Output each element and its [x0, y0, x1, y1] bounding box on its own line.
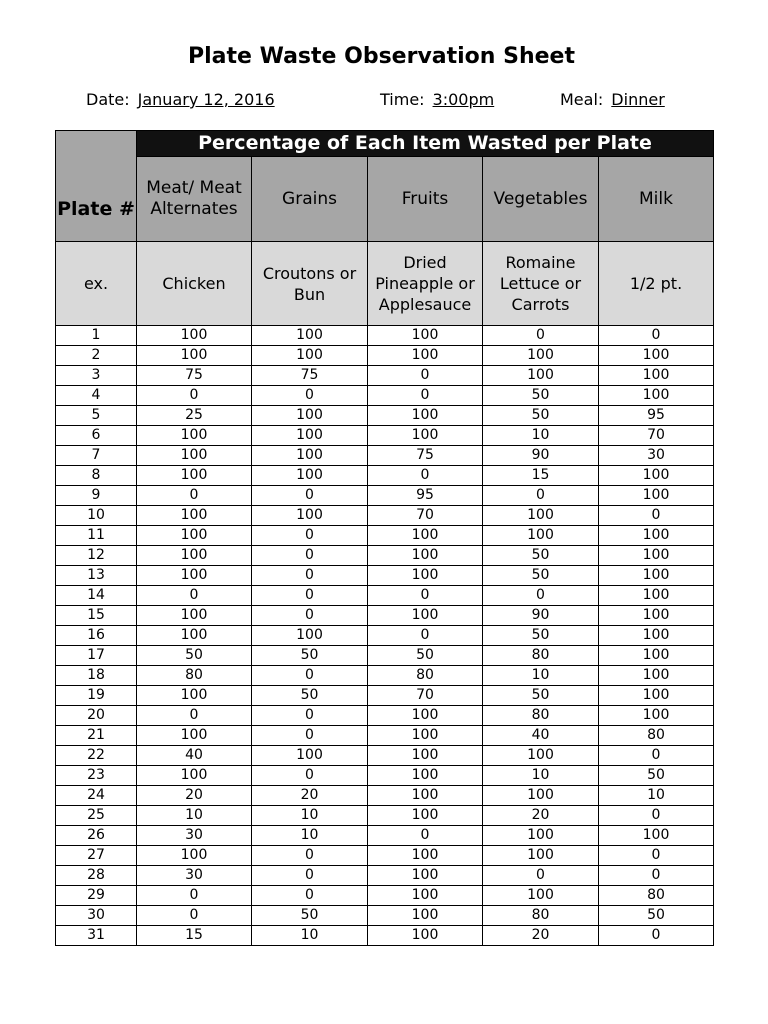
example-item: 1/2 pt.	[599, 242, 714, 326]
table-row	[56, 346, 714, 366]
waste-percent-cell: 50	[483, 566, 599, 586]
waste-percent-cell: 75	[368, 446, 483, 466]
example-label: ex.	[56, 242, 137, 326]
plate-number-cell: 30	[56, 906, 137, 926]
waste-percent-cell: 0	[252, 566, 368, 586]
table-row	[56, 426, 714, 446]
waste-percent-cell: 50	[483, 546, 599, 566]
waste-percent-cell: 0	[599, 806, 714, 826]
example-item: Romaine Lettuce or Carrots	[483, 242, 599, 326]
waste-percent-cell: 0	[599, 866, 714, 886]
date-value: January 12, 2016	[137, 90, 275, 109]
waste-percent-cell: 100	[599, 646, 714, 666]
waste-percent-cell: 0	[368, 466, 483, 486]
waste-percent-cell: 0	[252, 726, 368, 746]
plate-number-cell: 31	[56, 926, 137, 946]
waste-percent-cell: 100	[368, 926, 483, 946]
waste-percent-cell: 20	[483, 926, 599, 946]
waste-percent-cell: 0	[137, 386, 252, 406]
waste-percent-cell: 30	[137, 826, 252, 846]
waste-percent-cell: 10	[483, 766, 599, 786]
waste-percent-cell: 0	[252, 766, 368, 786]
waste-percent-cell: 100	[137, 426, 252, 446]
waste-percent-cell: 100	[137, 566, 252, 586]
table-row	[56, 506, 714, 526]
waste-percent-cell: 0	[599, 846, 714, 866]
waste-percent-cell: 100	[137, 446, 252, 466]
table-row	[56, 786, 714, 806]
waste-percent-cell: 95	[368, 486, 483, 506]
waste-percent-cell: 100	[483, 746, 599, 766]
waste-percent-cell: 100	[483, 886, 599, 906]
waste-percent-cell: 100	[368, 766, 483, 786]
plate-number-header: Plate #	[56, 131, 137, 242]
waste-percent-cell: 100	[599, 366, 714, 386]
waste-percent-cell: 100	[252, 746, 368, 766]
plate-number-cell: 6	[56, 426, 137, 446]
waste-percent-cell: 40	[137, 746, 252, 766]
example-item: Croutons or Bun	[252, 242, 368, 326]
waste-percent-cell: 100	[599, 386, 714, 406]
waste-percent-cell: 100	[599, 526, 714, 546]
column-header: Milk	[599, 157, 714, 242]
table-row	[56, 646, 714, 666]
waste-percent-cell: 0	[252, 586, 368, 606]
table-row	[56, 446, 714, 466]
waste-percent-cell: 10	[252, 806, 368, 826]
waste-percent-cell: 50	[483, 406, 599, 426]
waste-percent-cell: 90	[483, 606, 599, 626]
waste-percent-cell: 0	[599, 746, 714, 766]
plate-number-cell: 3	[56, 366, 137, 386]
meal-label: Meal:	[560, 90, 604, 109]
table-row	[56, 766, 714, 786]
page-title: Plate Waste Observation Sheet	[188, 44, 575, 69]
waste-percent-cell: 0	[252, 606, 368, 626]
waste-percent-cell: 100	[368, 866, 483, 886]
waste-percent-cell: 75	[252, 366, 368, 386]
waste-percent-cell: 50	[599, 766, 714, 786]
waste-percent-cell: 80	[599, 886, 714, 906]
waste-percent-cell: 0	[252, 846, 368, 866]
table-row	[56, 546, 714, 566]
waste-percent-cell: 50	[137, 646, 252, 666]
waste-percent-cell: 100	[368, 746, 483, 766]
waste-percent-cell: 100	[368, 706, 483, 726]
waste-percent-cell: 0	[599, 926, 714, 946]
plate-number-cell: 19	[56, 686, 137, 706]
waste-percent-cell: 0	[599, 326, 714, 346]
waste-percent-cell: 100	[137, 526, 252, 546]
waste-percent-cell: 100	[368, 806, 483, 826]
waste-percent-cell: 95	[599, 406, 714, 426]
waste-percent-cell: 100	[137, 766, 252, 786]
waste-percent-cell: 100	[483, 826, 599, 846]
waste-percent-cell: 100	[252, 466, 368, 486]
waste-percent-cell: 0	[483, 326, 599, 346]
waste-percent-cell: 100	[252, 326, 368, 346]
waste-percent-cell: 70	[368, 686, 483, 706]
waste-percent-cell: 0	[368, 366, 483, 386]
waste-percent-cell: 100	[368, 786, 483, 806]
waste-percent-cell: 0	[368, 626, 483, 646]
waste-percent-cell: 100	[137, 846, 252, 866]
plate-number-cell: 24	[56, 786, 137, 806]
plate-number-cell: 1	[56, 326, 137, 346]
table-row	[56, 826, 714, 846]
plate-number-cell: 21	[56, 726, 137, 746]
plate-number-cell: 9	[56, 486, 137, 506]
waste-percent-cell: 10	[252, 926, 368, 946]
waste-percent-cell: 80	[483, 646, 599, 666]
waste-percent-cell: 80	[137, 666, 252, 686]
table-row	[56, 486, 714, 506]
plate-number-cell: 17	[56, 646, 137, 666]
date-field	[86, 90, 275, 109]
time-value: 3:00pm	[432, 90, 495, 109]
waste-percent-cell: 100	[483, 366, 599, 386]
meal-field	[560, 90, 665, 109]
waste-percent-cell: 100	[368, 566, 483, 586]
waste-percent-cell: 100	[252, 426, 368, 446]
waste-percent-cell: 80	[599, 726, 714, 746]
table-row	[56, 906, 714, 926]
waste-percent-cell: 100	[368, 886, 483, 906]
waste-percent-cell: 0	[368, 586, 483, 606]
waste-percent-cell: 10	[599, 786, 714, 806]
table-row	[56, 746, 714, 766]
waste-percent-cell: 100	[137, 546, 252, 566]
waste-percent-cell: 100	[137, 326, 252, 346]
table-row	[56, 706, 714, 726]
waste-percent-cell: 50	[252, 906, 368, 926]
waste-percent-cell: 100	[599, 706, 714, 726]
plate-number-cell: 2	[56, 346, 137, 366]
waste-percent-cell: 100	[252, 626, 368, 646]
waste-percent-cell: 0	[137, 906, 252, 926]
waste-percent-cell: 50	[483, 386, 599, 406]
plate-number-cell: 26	[56, 826, 137, 846]
plate-number-cell: 20	[56, 706, 137, 726]
waste-percent-cell: 100	[483, 846, 599, 866]
plate-number-cell: 18	[56, 666, 137, 686]
waste-percent-cell: 0	[599, 506, 714, 526]
waste-percent-cell: 100	[252, 346, 368, 366]
table-row	[56, 526, 714, 546]
plate-number-cell: 13	[56, 566, 137, 586]
waste-percent-cell: 100	[368, 346, 483, 366]
plate-number-cell: 14	[56, 586, 137, 606]
waste-percent-cell: 100	[137, 726, 252, 746]
plate-number-cell: 25	[56, 806, 137, 826]
table-row	[56, 406, 714, 426]
table-row	[56, 626, 714, 646]
waste-percent-cell: 0	[483, 586, 599, 606]
waste-percent-cell: 30	[599, 446, 714, 466]
waste-percent-cell: 0	[137, 706, 252, 726]
waste-percent-cell: 10	[483, 666, 599, 686]
table-row	[56, 366, 714, 386]
plate-number-cell: 8	[56, 466, 137, 486]
waste-percent-cell: 25	[137, 406, 252, 426]
waste-percent-cell: 10	[137, 806, 252, 826]
table-row	[56, 866, 714, 886]
waste-percent-cell: 100	[368, 526, 483, 546]
waste-percent-cell: 80	[483, 906, 599, 926]
waste-percent-cell: 100	[599, 586, 714, 606]
waste-percent-cell: 70	[599, 426, 714, 446]
plate-number-cell: 10	[56, 506, 137, 526]
table-row	[56, 466, 714, 486]
waste-percent-cell: 0	[252, 866, 368, 886]
example-item: Chicken	[137, 242, 252, 326]
waste-percent-cell: 0	[252, 546, 368, 566]
waste-percent-cell: 70	[368, 506, 483, 526]
column-header: Fruits	[368, 157, 483, 242]
waste-percent-cell: 100	[368, 906, 483, 926]
table-row	[56, 686, 714, 706]
plate-number-cell: 23	[56, 766, 137, 786]
waste-percent-cell: 50	[252, 646, 368, 666]
table-row	[56, 886, 714, 906]
waste-percent-cell: 100	[252, 406, 368, 426]
waste-percent-cell: 100	[368, 426, 483, 446]
plate-number-cell: 16	[56, 626, 137, 646]
waste-percent-cell: 10	[252, 826, 368, 846]
waste-percent-cell: 100	[368, 546, 483, 566]
time-field	[380, 90, 494, 109]
waste-percent-cell: 100	[137, 686, 252, 706]
plate-waste-table	[55, 130, 714, 946]
waste-percent-cell: 100	[599, 546, 714, 566]
waste-percent-cell: 100	[599, 486, 714, 506]
waste-percent-cell: 20	[137, 786, 252, 806]
column-header: Grains	[252, 157, 368, 242]
waste-percent-cell: 100	[599, 626, 714, 646]
waste-percent-cell: 100	[599, 666, 714, 686]
table-row	[56, 726, 714, 746]
waste-percent-cell: 100	[137, 506, 252, 526]
table-row	[56, 386, 714, 406]
waste-percent-cell: 100	[599, 606, 714, 626]
waste-percent-cell: 100	[599, 346, 714, 366]
date-label: Date:	[86, 90, 130, 109]
waste-percent-cell: 100	[137, 466, 252, 486]
plate-number-cell: 7	[56, 446, 137, 466]
plate-number-cell: 12	[56, 546, 137, 566]
waste-percent-cell: 75	[137, 366, 252, 386]
waste-percent-cell: 15	[137, 926, 252, 946]
waste-percent-cell: 100	[252, 506, 368, 526]
waste-percent-cell: 50	[252, 686, 368, 706]
waste-percent-cell: 0	[368, 826, 483, 846]
plate-number-cell: 28	[56, 866, 137, 886]
plate-number-cell: 29	[56, 886, 137, 906]
plate-number-cell: 15	[56, 606, 137, 626]
waste-percent-cell: 0	[137, 586, 252, 606]
meal-value: Dinner	[611, 90, 665, 109]
waste-percent-cell: 100	[599, 466, 714, 486]
waste-percent-cell: 100	[252, 446, 368, 466]
waste-percent-cell: 100	[137, 606, 252, 626]
table-row	[56, 566, 714, 586]
waste-percent-cell: 100	[368, 726, 483, 746]
table-row	[56, 326, 714, 346]
waste-percent-cell: 100	[368, 846, 483, 866]
waste-percent-cell: 100	[368, 606, 483, 626]
table-row	[56, 666, 714, 686]
waste-percent-cell: 20	[252, 786, 368, 806]
waste-percent-cell: 40	[483, 726, 599, 746]
time-label: Time:	[380, 90, 425, 109]
table-row	[56, 926, 714, 946]
waste-percent-cell: 100	[483, 526, 599, 546]
example-item: Dried Pineapple or Applesauce	[368, 242, 483, 326]
waste-percent-cell: 0	[252, 886, 368, 906]
column-header: Vegetables	[483, 157, 599, 242]
waste-percent-cell: 0	[483, 486, 599, 506]
waste-percent-cell: 0	[252, 526, 368, 546]
plate-number-cell: 4	[56, 386, 137, 406]
table-row	[56, 586, 714, 606]
waste-percent-cell: 10	[483, 426, 599, 446]
table-banner: Percentage of Each Item Wasted per Plate	[137, 131, 714, 157]
plate-number-cell: 27	[56, 846, 137, 866]
column-header: Meat/ Meat Alternates	[137, 157, 252, 242]
waste-percent-cell: 15	[483, 466, 599, 486]
waste-percent-cell: 30	[137, 866, 252, 886]
waste-percent-cell: 100	[368, 406, 483, 426]
waste-percent-cell: 50	[599, 906, 714, 926]
table-row	[56, 846, 714, 866]
example-row	[56, 242, 714, 326]
waste-percent-cell: 100	[599, 686, 714, 706]
waste-percent-cell: 0	[368, 386, 483, 406]
waste-percent-cell: 80	[483, 706, 599, 726]
table-row	[56, 806, 714, 826]
waste-percent-cell: 50	[368, 646, 483, 666]
waste-percent-cell: 80	[368, 666, 483, 686]
waste-percent-cell: 0	[252, 386, 368, 406]
waste-percent-cell: 50	[483, 626, 599, 646]
waste-percent-cell: 50	[483, 686, 599, 706]
waste-percent-cell: 90	[483, 446, 599, 466]
waste-percent-cell: 100	[483, 506, 599, 526]
column-header-row	[56, 157, 714, 242]
waste-percent-cell: 100	[368, 326, 483, 346]
waste-percent-cell: 100	[137, 346, 252, 366]
waste-percent-cell: 100	[137, 626, 252, 646]
waste-percent-cell: 0	[137, 886, 252, 906]
plate-number-cell: 5	[56, 406, 137, 426]
waste-percent-cell: 100	[483, 346, 599, 366]
plate-number-cell: 22	[56, 746, 137, 766]
waste-percent-cell: 100	[599, 566, 714, 586]
waste-percent-cell: 100	[483, 786, 599, 806]
waste-percent-cell: 0	[252, 666, 368, 686]
waste-percent-cell: 0	[252, 706, 368, 726]
waste-percent-cell: 20	[483, 806, 599, 826]
waste-percent-cell: 0	[137, 486, 252, 506]
plate-number-cell: 11	[56, 526, 137, 546]
waste-percent-cell: 100	[599, 826, 714, 846]
table-row	[56, 606, 714, 626]
waste-percent-cell: 0	[483, 866, 599, 886]
waste-percent-cell: 0	[252, 486, 368, 506]
